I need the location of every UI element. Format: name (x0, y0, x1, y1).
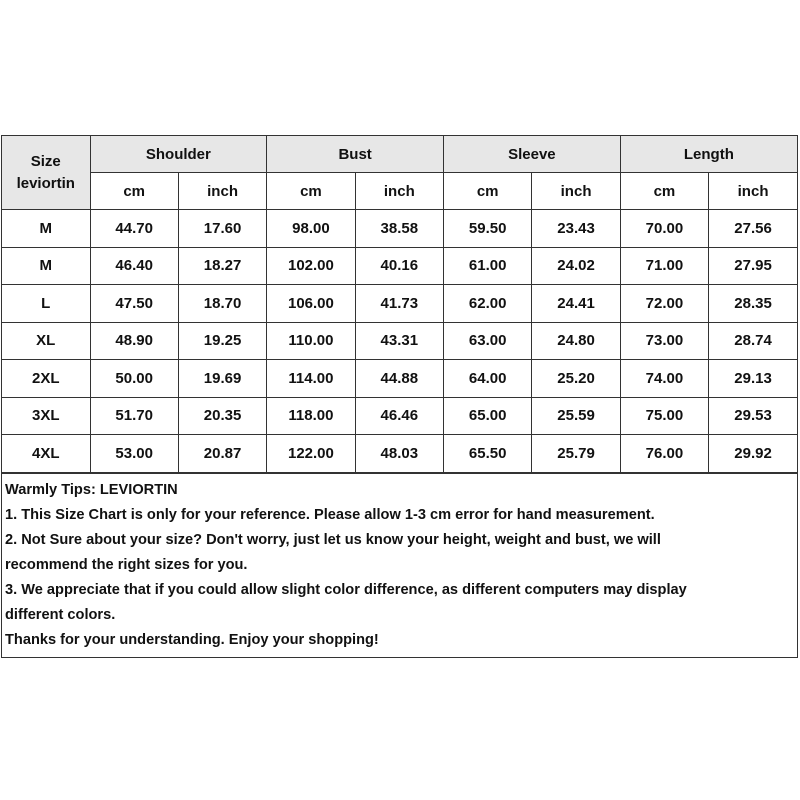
tips-section (2, 473, 797, 657)
table-row (2, 397, 797, 435)
measurement-cell: 122.00 (267, 435, 355, 473)
sleeve-header: Sleeve (444, 136, 621, 173)
measurement-cell: 44.70 (90, 210, 178, 248)
table-row (2, 247, 797, 285)
table-row (2, 360, 797, 398)
bust-header: Bust (267, 136, 444, 173)
measurement-cell: 102.00 (267, 247, 355, 285)
measurement-cell: 51.70 (90, 397, 178, 435)
measurement-cell: 61.00 (444, 247, 532, 285)
measurement-cell: 24.80 (532, 322, 620, 360)
measurement-cell: 17.60 (178, 210, 266, 248)
measurement-cell: 28.35 (709, 285, 797, 323)
size-header-line2: leviortin (16, 174, 75, 192)
measurement-cell: 98.00 (267, 210, 355, 248)
measurement-cell: 50.00 (90, 360, 178, 398)
measurement-cell: 20.35 (178, 397, 266, 435)
table-row (2, 435, 797, 473)
size-cell: XL (2, 322, 90, 360)
measurement-cell: 25.59 (532, 397, 620, 435)
measurement-cell: 24.41 (532, 285, 620, 323)
header-unit-row (2, 173, 797, 210)
measurement-cell: 47.50 (90, 285, 178, 323)
tips-line: 2. Not Sure about your size? Don't worry, just let us know your height, weight and bust, we will (5, 531, 661, 548)
measurement-cell: 41.73 (355, 285, 443, 323)
measurement-cell: 70.00 (620, 210, 708, 248)
size-cell: 3XL (2, 397, 90, 435)
measurement-cell: 76.00 (620, 435, 708, 473)
measurement-cell: 18.70 (178, 285, 266, 323)
tips-title: Warmly Tips: LEVIORTIN (5, 481, 178, 498)
measurement-cell: 48.03 (355, 435, 443, 473)
measurement-cell: 28.74 (709, 322, 797, 360)
measurement-cell: 19.69 (178, 360, 266, 398)
measurement-cell: 106.00 (267, 285, 355, 323)
measurement-cell: 44.88 (355, 360, 443, 398)
measurement-cell: 53.00 (90, 435, 178, 473)
unit-header: cm (444, 173, 532, 210)
tips-line: different colors. (5, 606, 116, 623)
measurement-cell: 74.00 (620, 360, 708, 398)
measurement-cell: 29.53 (709, 397, 797, 435)
unit-header: cm (90, 173, 178, 210)
unit-header: cm (267, 173, 355, 210)
unit-header: cm (620, 173, 708, 210)
measurement-cell: 59.50 (444, 210, 532, 248)
measurement-cell: 25.79 (532, 435, 620, 473)
table-row (2, 210, 797, 248)
size-header-line1: Size (30, 152, 61, 170)
unit-header: inch (178, 173, 266, 210)
measurement-cell: 29.92 (709, 435, 797, 473)
unit-header: inch (532, 173, 620, 210)
table-row (2, 285, 797, 323)
unit-header: inch (355, 173, 443, 210)
size-cell: 2XL (2, 360, 90, 398)
size-cell: L (2, 285, 90, 323)
measurement-cell: 20.87 (178, 435, 266, 473)
measurement-cell: 65.50 (444, 435, 532, 473)
measurement-cell: 110.00 (267, 322, 355, 360)
measurement-cell: 27.95 (709, 247, 797, 285)
size-cell: 4XL (2, 435, 90, 473)
measurement-cell: 64.00 (444, 360, 532, 398)
tips-line: 1. This Size Chart is only for your reference. Please allow 1-3 cm error for hand measurement. (5, 506, 655, 523)
measurement-cell: 23.43 (532, 210, 620, 248)
measurement-cell: 27.56 (709, 210, 797, 248)
measurement-cell: 43.31 (355, 322, 443, 360)
measurement-cell: 65.00 (444, 397, 532, 435)
measurement-cell: 114.00 (267, 360, 355, 398)
header-group-row (2, 136, 797, 173)
shoulder-header: Shoulder (90, 136, 267, 173)
measurement-cell: 29.13 (709, 360, 797, 398)
size-cell: M (2, 247, 90, 285)
measurement-cell: 46.46 (355, 397, 443, 435)
length-header: Length (620, 136, 797, 173)
measurement-cell: 72.00 (620, 285, 708, 323)
unit-header: inch (709, 173, 797, 210)
tips-line: 3. We appreciate that if you could allow slight color difference, as different computers may display (5, 581, 687, 598)
measurement-cell: 73.00 (620, 322, 708, 360)
measurement-cell: 48.90 (90, 322, 178, 360)
tips-line: Thanks for your understanding. Enjoy your shopping! (5, 631, 379, 648)
tips-line: recommend the right sizes for you. (5, 556, 248, 573)
size-chart (1, 135, 798, 658)
size-table (2, 136, 797, 473)
measurement-cell: 25.20 (532, 360, 620, 398)
measurement-cell: 19.25 (178, 322, 266, 360)
measurement-cell: 118.00 (267, 397, 355, 435)
table-row (2, 322, 797, 360)
measurement-cell: 75.00 (620, 397, 708, 435)
measurement-cell: 18.27 (178, 247, 266, 285)
measurement-cell: 46.40 (90, 247, 178, 285)
table-body (2, 210, 797, 473)
size-column-header (2, 136, 90, 210)
measurement-cell: 40.16 (355, 247, 443, 285)
measurement-cell: 24.02 (532, 247, 620, 285)
measurement-cell: 71.00 (620, 247, 708, 285)
size-cell: M (2, 210, 90, 248)
measurement-cell: 62.00 (444, 285, 532, 323)
measurement-cell: 38.58 (355, 210, 443, 248)
measurement-cell: 63.00 (444, 322, 532, 360)
